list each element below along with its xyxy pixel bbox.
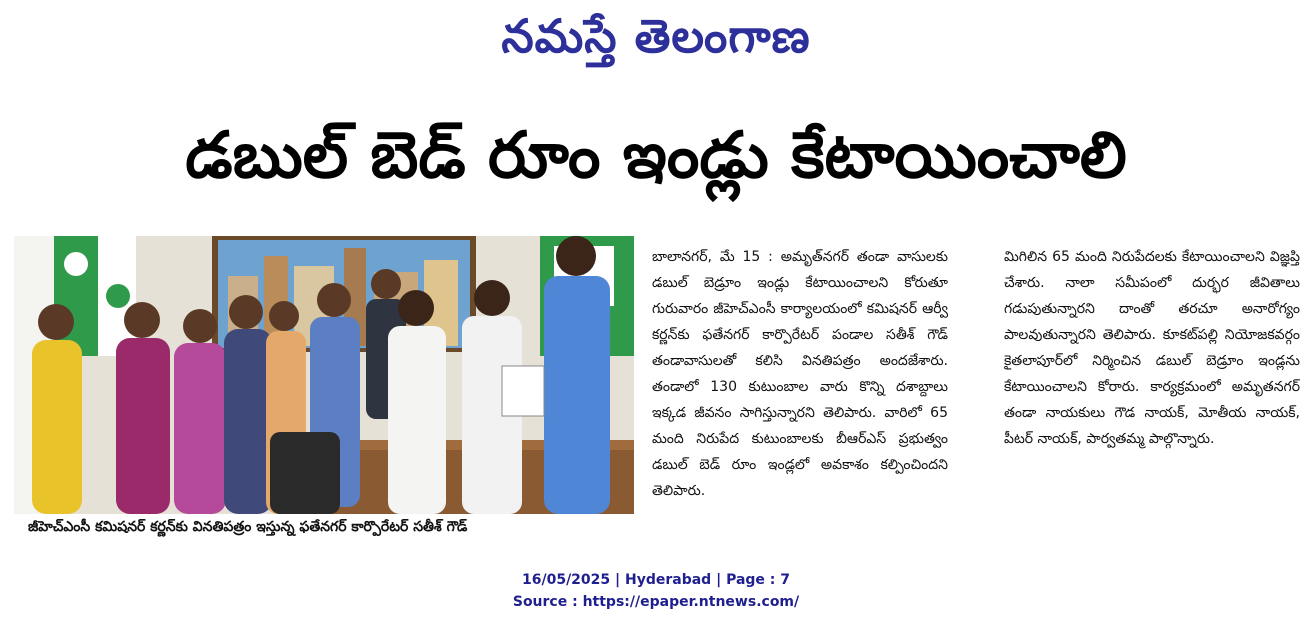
article-column-1-text: బాలానగర్, మే 15 : అమృత్‌నగర్ తండా వాసులకు డబుల్ బెడ్రూం ఇండ్లు కేటాయించాలని కోరుతూ గురువారం జీహెచ్ఎంసీ కార్యాలయంలో కమిషనర్ ఆర్వీ కర్ణన్‌కు ఫతేనగర్ కార్పొరేటర్ పండాల సతీశ్ గౌడ్ తండావాసులతో కలిసి వినతిపత్రం అందజేశారు. తండాలో 130 కుటుంబాల వారు కొన్ని దశాబ్దాలు ఇక్కడ జీవనం సాగిస్తున్నారని తెలిపారు. వారిలో 65 మంది నిరుపేద కుటుంబాలకు బీఆర్ఎస్ ప్రభుత్వం డబుల్ బెడ్ రూం ఇండ్లలో అవకాశం కల్పించిందని తెలిపారు.: [652, 249, 948, 499]
photo-caption: జీహెచ్ఎంసీ కమిషనర్ కర్ణన్‌కు వినతిపత్రం ఇస్తున్న ఫతేనగర్ కార్పొరేటర్ సతీశ్ గౌడ్: [28, 519, 468, 535]
article-column-1: [652, 244, 948, 504]
article-photo: [14, 236, 634, 514]
article-column-2-text: మిగిలిన 65 మంది నిరుపేదలకు కేటాయించాలని విజ్ఞప్తి చేశారు. నాలా సమీపంలో దుర్భర జీవితాలు గడుపుతున్నారని దాంతో తరచూ అనారోగ్యం పాలవుతున్నారని తెలిపారు. కూకట్‌పల్లి నియోజకవర్గం కైతలాపూర్‌లో నిర్మించిన డబుల్ బెడ్రూం ఇండ్లను కేటాయించాలని కోరారు. కార్యక్రమంలో అమృతనగర్ తండా నాయకులు గౌడ నాయక్, మోతీయ నాయక్, పీటర్ నాయక్, పార్వతమ్మ పాల్గొన్నారు.: [1004, 249, 1300, 447]
dateline: 16/05/2025 | Hyderabad | Page : 7: [521, 572, 791, 588]
article-headline: డబుల్ బెడ్ రూం ఇండ్లు కేటాయించాలి: [185, 119, 1127, 193]
source-line: Source : https://epaper.ntnews.com/: [512, 594, 800, 610]
article-column-2: [1004, 244, 1300, 452]
newspaper-masthead: నమస్తే తెలంగాణ: [501, 9, 811, 63]
